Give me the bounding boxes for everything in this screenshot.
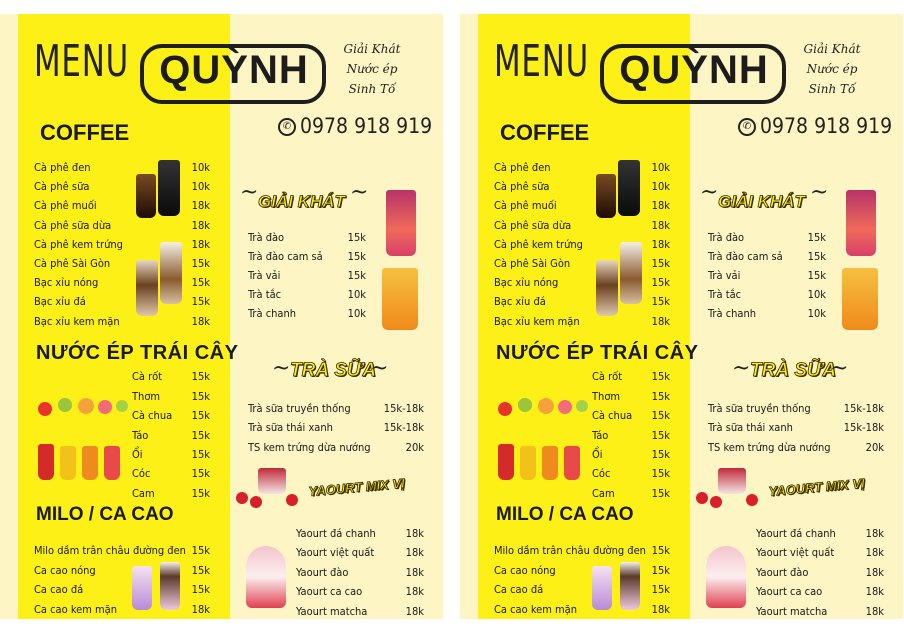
phone-number: 0978 918 919 <box>760 114 893 138</box>
trasua-item-name: Trà sữa thái xanh <box>708 421 793 434</box>
guava-icon <box>116 400 128 412</box>
juice-item-name: Táo <box>132 429 149 442</box>
coffee-item-name: Cà phê đen <box>494 161 551 174</box>
coffee-item-price: 10k <box>191 180 210 193</box>
tagline-3: Sinh Tố <box>348 82 396 96</box>
juice-glass-icon <box>520 446 536 480</box>
juice-item-price: 15k <box>651 467 670 480</box>
juice-item-price: 15k <box>191 409 210 422</box>
yaourt-item-name: Yaourt đá chanh <box>756 527 836 540</box>
section-title-milo: MILO / CA CAO <box>496 504 634 525</box>
coffee-item-name: Cà phê đen <box>34 161 91 174</box>
coffee-item-price: 18k <box>191 315 210 328</box>
coffee-item-name: Cà phê Sài Gòn <box>494 257 571 270</box>
coffee-glass-icon <box>158 160 180 216</box>
coffee-glass-icon <box>618 160 640 216</box>
coffee-item-name: Cà phê sữa dừa <box>34 219 112 232</box>
juice-item-name: Cà rốt <box>592 370 623 383</box>
yaourt-item-name: Yaourt ca cao <box>296 585 363 598</box>
milo-item-price: 18k <box>191 603 210 616</box>
coffee-item-name: Bạc xỉu nóng <box>494 276 559 289</box>
iced-coffee-glass-icon <box>596 260 618 316</box>
juice-item-name: Cà chua <box>592 409 633 422</box>
juice-item-name: Ổi <box>132 448 143 461</box>
giaikhat-item-price: 10k <box>807 307 826 320</box>
juice-item-name: Thơm <box>592 390 621 403</box>
coffee-item-price: 15k <box>651 276 670 289</box>
milo-item-name: Milo dầm trân châu đường đen <box>494 544 646 557</box>
juice-item-price: 15k <box>191 448 210 461</box>
trasua-item-price: 15k-18k <box>843 402 884 415</box>
coffee-item-name: Bạc xỉu nóng <box>34 276 99 289</box>
grapefruit-icon <box>558 400 572 414</box>
yaourt-item-price: 18k <box>405 605 424 618</box>
giaikhat-item-price: 10k <box>347 288 366 301</box>
giaikhat-item-name: Trà chanh <box>248 307 297 320</box>
giaikhat-item-price: 10k <box>347 307 366 320</box>
giaikhat-item-name: Trà vải <box>708 269 741 282</box>
milo-item-price: 15k <box>651 583 670 596</box>
yaourt-item-name: Yaourt việt quất <box>756 546 835 559</box>
section-title-yaourt: YAOURT MIX VỊ <box>308 475 406 499</box>
iced-coffee-glass-icon <box>160 242 182 304</box>
milo-item-name: Ca cao nóng <box>494 564 556 577</box>
milo-item-price: 18k <box>651 603 670 616</box>
trasua-item-name: TS kem trứng dừa nướng <box>708 441 831 454</box>
phone-number: 0978 918 919 <box>300 114 433 138</box>
swirl-ornament-icon: ~ <box>830 356 849 381</box>
yaourt-item-price: 18k <box>865 585 884 598</box>
brand-name: QUỲNH <box>159 48 309 92</box>
swirl-ornament-icon: ~ <box>240 180 259 205</box>
juice-glass-icon <box>82 446 98 480</box>
yogurt-smoothie-glass-icon <box>246 546 286 608</box>
swirl-ornament-icon: ~ <box>350 180 369 205</box>
juice-item-price: 15k <box>191 370 210 383</box>
juice-item-name: Táo <box>592 429 609 442</box>
coffee-item-price: 15k <box>191 276 210 289</box>
juice-item-name: Cam <box>592 487 615 500</box>
coffee-item-price: 18k <box>651 315 670 328</box>
milo-item-name: Ca cao nóng <box>34 564 96 577</box>
swirl-ornament-icon: ~ <box>732 356 751 381</box>
menu-board-left <box>0 14 443 619</box>
milo-item-price: 15k <box>191 564 210 577</box>
milo-item-name: Ca cao đá <box>34 583 84 596</box>
trasua-item-price: 15k-18k <box>383 402 424 415</box>
section-title-yaourt: YAOURT MIX VỊ <box>768 475 866 499</box>
orange-tea-glass-icon <box>382 268 418 330</box>
coffee-item-name: Cà phê muối <box>494 199 557 212</box>
iced-coffee-glass-icon <box>136 260 158 316</box>
swirl-ornament-icon: ~ <box>370 356 389 381</box>
yaourt-item-price: 18k <box>405 585 424 598</box>
section-title-trasua: TRÀ SỮA <box>290 360 377 381</box>
milkshake-glass-icon <box>620 562 640 610</box>
coffee-item-price: 18k <box>191 219 210 232</box>
strawberry-yogurt-cups-icon <box>696 468 766 508</box>
trasua-item-price: 20k <box>865 441 884 454</box>
yaourt-item-price: 18k <box>865 527 884 540</box>
coffee-item-price: 18k <box>191 238 210 251</box>
section-title-trasua: TRÀ SỮA <box>750 360 837 381</box>
juice-item-price: 15k <box>191 429 210 442</box>
giaikhat-item-price: 15k <box>807 231 826 244</box>
giaikhat-item-price: 15k <box>347 269 366 282</box>
juice-item-price: 15k <box>651 409 670 422</box>
coffee-item-price: 15k <box>191 257 210 270</box>
section-title-juice: NƯỚC ÉP TRÁI CÂY <box>496 342 699 364</box>
juice-item-price: 15k <box>191 390 210 403</box>
tagline-1: Giải Khát <box>803 42 861 56</box>
tagline-3: Sinh Tố <box>808 82 856 96</box>
juice-item-price: 15k <box>191 487 210 500</box>
section-title-giaikhat: GIẢI KHÁT <box>718 192 805 211</box>
milo-item-name: Milo dầm trân châu đường đen <box>34 544 186 557</box>
coffee-item-name: Cà phê Sài Gòn <box>34 257 111 270</box>
coffee-item-name: Bạc xỉu đá <box>494 295 546 308</box>
juice-item-price: 15k <box>651 429 670 442</box>
juice-item-price: 15k <box>191 467 210 480</box>
yaourt-item-name: Yaourt matcha <box>756 605 828 618</box>
coffee-item-price: 15k <box>191 295 210 308</box>
giaikhat-item-name: Trà đào <box>248 231 285 244</box>
milo-item-price: 15k <box>191 544 210 557</box>
coffee-item-name: Cà phê sữa dừa <box>494 219 572 232</box>
coffee-item-price: 10k <box>651 180 670 193</box>
giaikhat-item-name: Trà vải <box>248 269 281 282</box>
coffee-item-price: 18k <box>651 199 670 212</box>
coffee-item-name: Cà phê sữa <box>494 180 550 193</box>
yaourt-item-price: 18k <box>405 566 424 579</box>
trasua-item-name: TS kem trứng dừa nướng <box>248 441 371 454</box>
apple-icon <box>58 398 72 412</box>
orange-tea-glass-icon <box>842 268 878 330</box>
tagline-2: Nước ép <box>806 62 858 76</box>
milo-item-name: Ca cao đá <box>494 583 544 596</box>
giaikhat-item-name: Trà đào cam sả <box>248 250 323 263</box>
coffee-item-price: 18k <box>651 238 670 251</box>
juice-item-name: Cóc <box>132 467 151 480</box>
strawberry-yogurt-cups-icon <box>236 468 306 508</box>
juice-item-name: Cà chua <box>132 409 173 422</box>
section-title-juice: NƯỚC ÉP TRÁI CÂY <box>36 342 239 364</box>
menu-board-right <box>460 14 903 619</box>
yaourt-item-name: Yaourt matcha <box>296 605 368 618</box>
tagline-1: Giải Khát <box>343 42 401 56</box>
coffee-glass-icon <box>136 174 156 218</box>
milo-item-price: 15k <box>191 583 210 596</box>
trasua-item-price: 20k <box>405 441 424 454</box>
phone-icon: ✆ <box>278 118 296 136</box>
yaourt-item-name: Yaourt việt quất <box>296 546 375 559</box>
section-title-coffee: COFFEE <box>40 120 130 145</box>
tomato-icon <box>38 402 52 416</box>
menu-heading: MENU <box>34 36 129 87</box>
giaikhat-item-name: Trà đào cam sả <box>708 250 783 263</box>
juice-item-price: 15k <box>651 487 670 500</box>
juice-item-name: Cà rốt <box>132 370 163 383</box>
giaikhat-item-name: Trà tắc <box>248 288 282 301</box>
juice-item-price: 15k <box>651 448 670 461</box>
juice-item-name: Ổi <box>592 448 603 461</box>
menu-heading: MENU <box>494 36 589 87</box>
yaourt-item-price: 18k <box>865 605 884 618</box>
apple-icon <box>518 398 532 412</box>
coffee-item-name: Bạc xỉu đá <box>34 295 86 308</box>
juice-glass-icon <box>498 444 514 480</box>
coffee-item-name: Cà phê kem trứng <box>34 238 123 251</box>
giaikhat-item-name: Trà chanh <box>708 307 757 320</box>
giaikhat-item-name: Trà tắc <box>708 288 742 301</box>
juice-glass-icon <box>564 446 580 480</box>
trasua-item-name: Trà sữa truyền thống <box>248 402 351 415</box>
brand-name: QUỲNH <box>619 48 769 92</box>
juice-item-name: Cam <box>132 487 155 500</box>
yaourt-item-name: Yaourt đào <box>296 566 349 579</box>
trasua-item-price: 15k-18k <box>843 421 884 434</box>
giaikhat-item-price: 15k <box>347 250 366 263</box>
milo-item-price: 15k <box>651 564 670 577</box>
trasua-item-name: Trà sữa thái xanh <box>248 421 333 434</box>
yaourt-item-price: 18k <box>865 566 884 579</box>
juice-glass-icon <box>60 446 76 480</box>
coffee-item-name: Cà phê muối <box>34 199 97 212</box>
yaourt-item-price: 18k <box>405 527 424 540</box>
milo-item-price: 15k <box>651 544 670 557</box>
grapefruit-icon <box>98 400 112 414</box>
coffee-item-price: 15k <box>651 295 670 308</box>
peach-tea-glass-icon <box>846 190 876 256</box>
giaikhat-item-price: 15k <box>807 250 826 263</box>
giaikhat-item-price: 15k <box>807 269 826 282</box>
milkshake-glass-icon <box>160 562 180 610</box>
section-title-giaikhat: GIẢI KHÁT <box>258 192 345 211</box>
section-title-milo: MILO / CA CAO <box>36 504 174 525</box>
juice-item-price: 15k <box>651 370 670 383</box>
coffee-item-name: Bạc xỉu kem mặn <box>494 315 580 328</box>
yaourt-item-price: 18k <box>405 546 424 559</box>
yogurt-smoothie-glass-icon <box>706 546 746 608</box>
swirl-ornament-icon: ~ <box>272 356 291 381</box>
juice-item-price: 15k <box>651 390 670 403</box>
tagline-2: Nước ép <box>346 62 398 76</box>
tomato-icon <box>498 402 512 416</box>
yaourt-item-name: Yaourt ca cao <box>756 585 823 598</box>
trasua-item-name: Trà sữa truyền thống <box>708 402 811 415</box>
coffee-item-price: 18k <box>191 199 210 212</box>
coffee-item-name: Cà phê sữa <box>34 180 90 193</box>
coffee-item-price: 10k <box>191 161 210 174</box>
milo-item-name: Ca cao kem mặn <box>34 603 118 616</box>
phone-icon: ✆ <box>738 118 756 136</box>
guava-icon <box>576 400 588 412</box>
yaourt-item-price: 18k <box>865 546 884 559</box>
juice-item-name: Cóc <box>592 467 611 480</box>
section-title-coffee: COFFEE <box>500 120 590 145</box>
coffee-item-price: 15k <box>651 257 670 270</box>
juice-item-name: Thơm <box>132 390 161 403</box>
yaourt-item-name: Yaourt đào <box>756 566 809 579</box>
giaikhat-item-name: Trà đào <box>708 231 745 244</box>
yaourt-item-name: Yaourt đá chanh <box>296 527 376 540</box>
swirl-ornament-icon: ~ <box>810 180 829 205</box>
orange-icon <box>78 398 94 414</box>
milkshake-glass-icon <box>592 566 612 610</box>
juice-glass-icon <box>38 444 54 480</box>
juice-glass-icon <box>542 446 558 480</box>
milkshake-glass-icon <box>132 566 152 610</box>
milo-item-name: Ca cao kem mặn <box>494 603 578 616</box>
giaikhat-item-price: 15k <box>347 231 366 244</box>
juice-glass-icon <box>104 446 120 480</box>
giaikhat-item-price: 10k <box>807 288 826 301</box>
coffee-item-price: 10k <box>651 161 670 174</box>
coffee-item-name: Bạc xỉu kem mặn <box>34 315 120 328</box>
orange-icon <box>538 398 554 414</box>
coffee-item-name: Cà phê kem trứng <box>494 238 583 251</box>
trasua-item-price: 15k-18k <box>383 421 424 434</box>
iced-coffee-glass-icon <box>620 242 642 304</box>
peach-tea-glass-icon <box>386 190 416 256</box>
coffee-glass-icon <box>596 174 616 218</box>
coffee-item-price: 18k <box>651 219 670 232</box>
swirl-ornament-icon: ~ <box>700 180 719 205</box>
